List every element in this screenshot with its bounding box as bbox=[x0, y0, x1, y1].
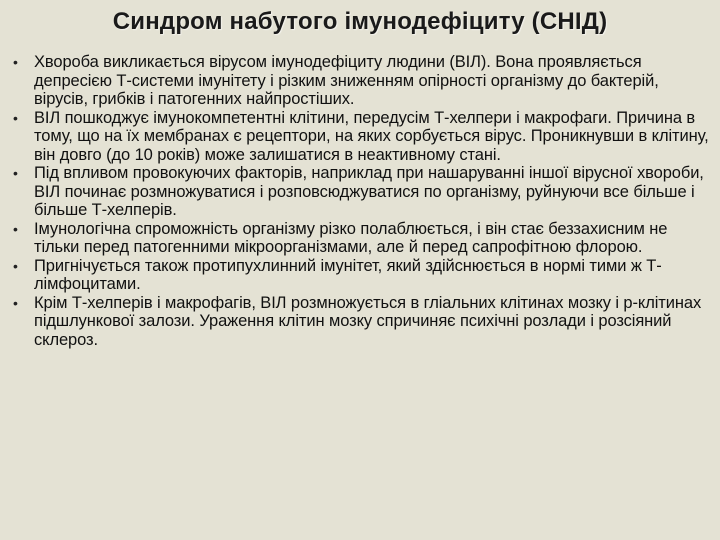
slide-title: Синдром набутого імунодефіциту (СНІД) bbox=[112, 8, 608, 35]
bullet-text: Пригнічується також протипухлинний імунітет, який здійснюється в нормі тими ж Т-лімфоцитами. bbox=[34, 256, 662, 293]
bullet-item bbox=[12, 257, 712, 294]
bullet-item bbox=[12, 53, 712, 109]
bullet-list bbox=[12, 53, 712, 349]
bullet-text: Крім Т-хелперів і макрофагів, ВІЛ розмножується в гліальних клітинах мозку і р-клітинах підшлункової залози. Ураження клітин мозку спричиняє психічні розлади і розсіяний склероз. bbox=[34, 293, 702, 349]
bullet-icon: • bbox=[13, 54, 18, 70]
bullet-item bbox=[12, 220, 712, 257]
bullet-icon: • bbox=[13, 109, 18, 126]
bullet-text: ВІЛ пошкоджує імунокомпетентні клітини, передусім Т-хелпери і макрофаги. Причина в тому, що на їх мембранах є рецептори, на яких сорбується вірус. Проникнувши в клітину, він довго (до 10 років) може залишатися в неактивному стані. bbox=[34, 108, 709, 164]
bullet-icon: • bbox=[13, 294, 18, 311]
bullet-icon: • bbox=[13, 165, 18, 181]
bullet-text: Під впливом провокуючих факторів, наприклад при нашаруванні іншої вірусної хвороби, ВІЛ починає розмножуватися і розповсюджуватися по організму, руйнуючи все більше і більше Т-хелперів. bbox=[34, 164, 704, 219]
bullet-text: Імунологічна спроможність організму різко полаблюється, і він стає беззахисним не тільки перед патогенними мікроорганізмами, але й перед сапрофітною флорою. bbox=[34, 219, 668, 256]
bullet-item bbox=[12, 109, 712, 165]
bullet-icon: • bbox=[13, 220, 18, 237]
bullet-item bbox=[12, 164, 712, 220]
bullet-icon: • bbox=[13, 257, 18, 274]
bullet-text: Хвороба викликається вірусом імунодефіциту людини (ВІЛ). Вона проявляється депресією Т-системи імунітету і різким зниженням опірності організму до бактерій, вірусів, грибків і патогенних найпростіших. bbox=[34, 53, 659, 108]
bullet-item bbox=[12, 294, 712, 350]
